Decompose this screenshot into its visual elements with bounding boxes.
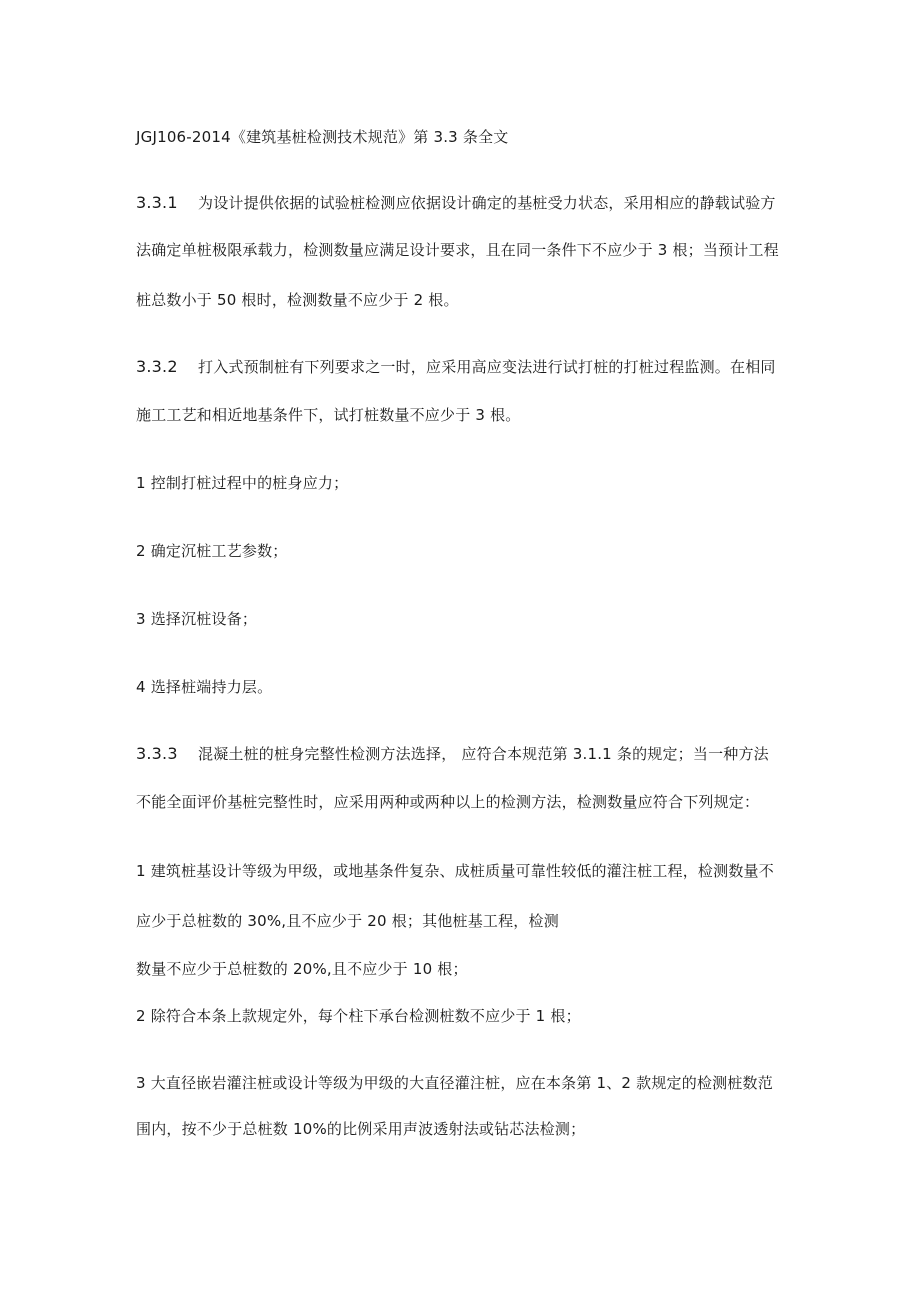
clause-3-3-1-line-1 <box>136 193 776 213</box>
list-item: 2 确定沉桩工艺参数； <box>136 542 288 560</box>
list-item: 3 选择沉桩设备； <box>136 610 258 628</box>
clause-number: 3.3.2 <box>136 357 178 376</box>
clause-3-3-3-line-2: 不能全面评价基桩完整性时，应采用两种或两种以上的检测方法，检测数量应符合下列规定： <box>136 793 760 811</box>
document-title: JGJ106-2014《建筑基桩检测技术规范》第 3.3 条全文 <box>136 128 509 146</box>
list-item: 4 选择桩端持力层。 <box>136 678 273 696</box>
list-item: 1 建筑桩基设计等级为甲级，或地基条件复杂、成桩质量可靠性较低的灌注桩工程，检测数量不 <box>136 862 774 880</box>
clause-text: 打入式预制桩有下列要求之一时，应采用高应变法进行试打桩的打桩过程监测。在相同 <box>198 358 776 376</box>
clause-text: 混凝土桩的桩身完整性检测方法选择， 应符合本规范第 3.1.1 条的规定；当一种方法 <box>198 745 769 763</box>
list-item-continuation: 数量不应少于总桩数的 20%,且不应少于 10 根； <box>136 960 468 978</box>
clause-3-3-2-line-1 <box>136 357 776 377</box>
clause-3-3-1-line-2: 法确定单桩极限承载力，检测数量应满足设计要求，且在同一条件下不应少于 3 根；当预计工程 <box>136 241 779 259</box>
list-item-continuation: 围内，按不少于总桩数 10%的比例采用声波透射法或钻芯法检测； <box>136 1120 586 1138</box>
clause-text: 为设计提供依据的试验桩检测应依据设计确定的基桩受力状态，采用相应的静载试验方 <box>198 194 776 212</box>
clause-3-3-1-line-3: 桩总数小于 50 根时，检测数量不应少于 2 根。 <box>136 291 459 309</box>
list-item: 1 控制打桩过程中的桩身应力； <box>136 474 349 492</box>
list-item: 3 大直径嵌岩灌注桩或设计等级为甲级的大直径灌注桩，应在本条第 1、2 款规定的检测桩数范 <box>136 1074 773 1092</box>
clause-number: 3.3.1 <box>136 193 178 212</box>
list-item-continuation: 应少于总桩数的 30%,且不应少于 20 根；其他桩基工程，检测 <box>136 912 559 930</box>
list-item: 2 除符合本条上款规定外，每个柱下承台检测桩数不应少于 1 根； <box>136 1007 581 1025</box>
clause-3-3-3-line-1 <box>136 744 769 764</box>
clause-3-3-2-line-2: 施工工艺和相近地基条件下，试打桩数量不应少于 3 根。 <box>136 406 521 424</box>
clause-number: 3.3.3 <box>136 744 178 763</box>
